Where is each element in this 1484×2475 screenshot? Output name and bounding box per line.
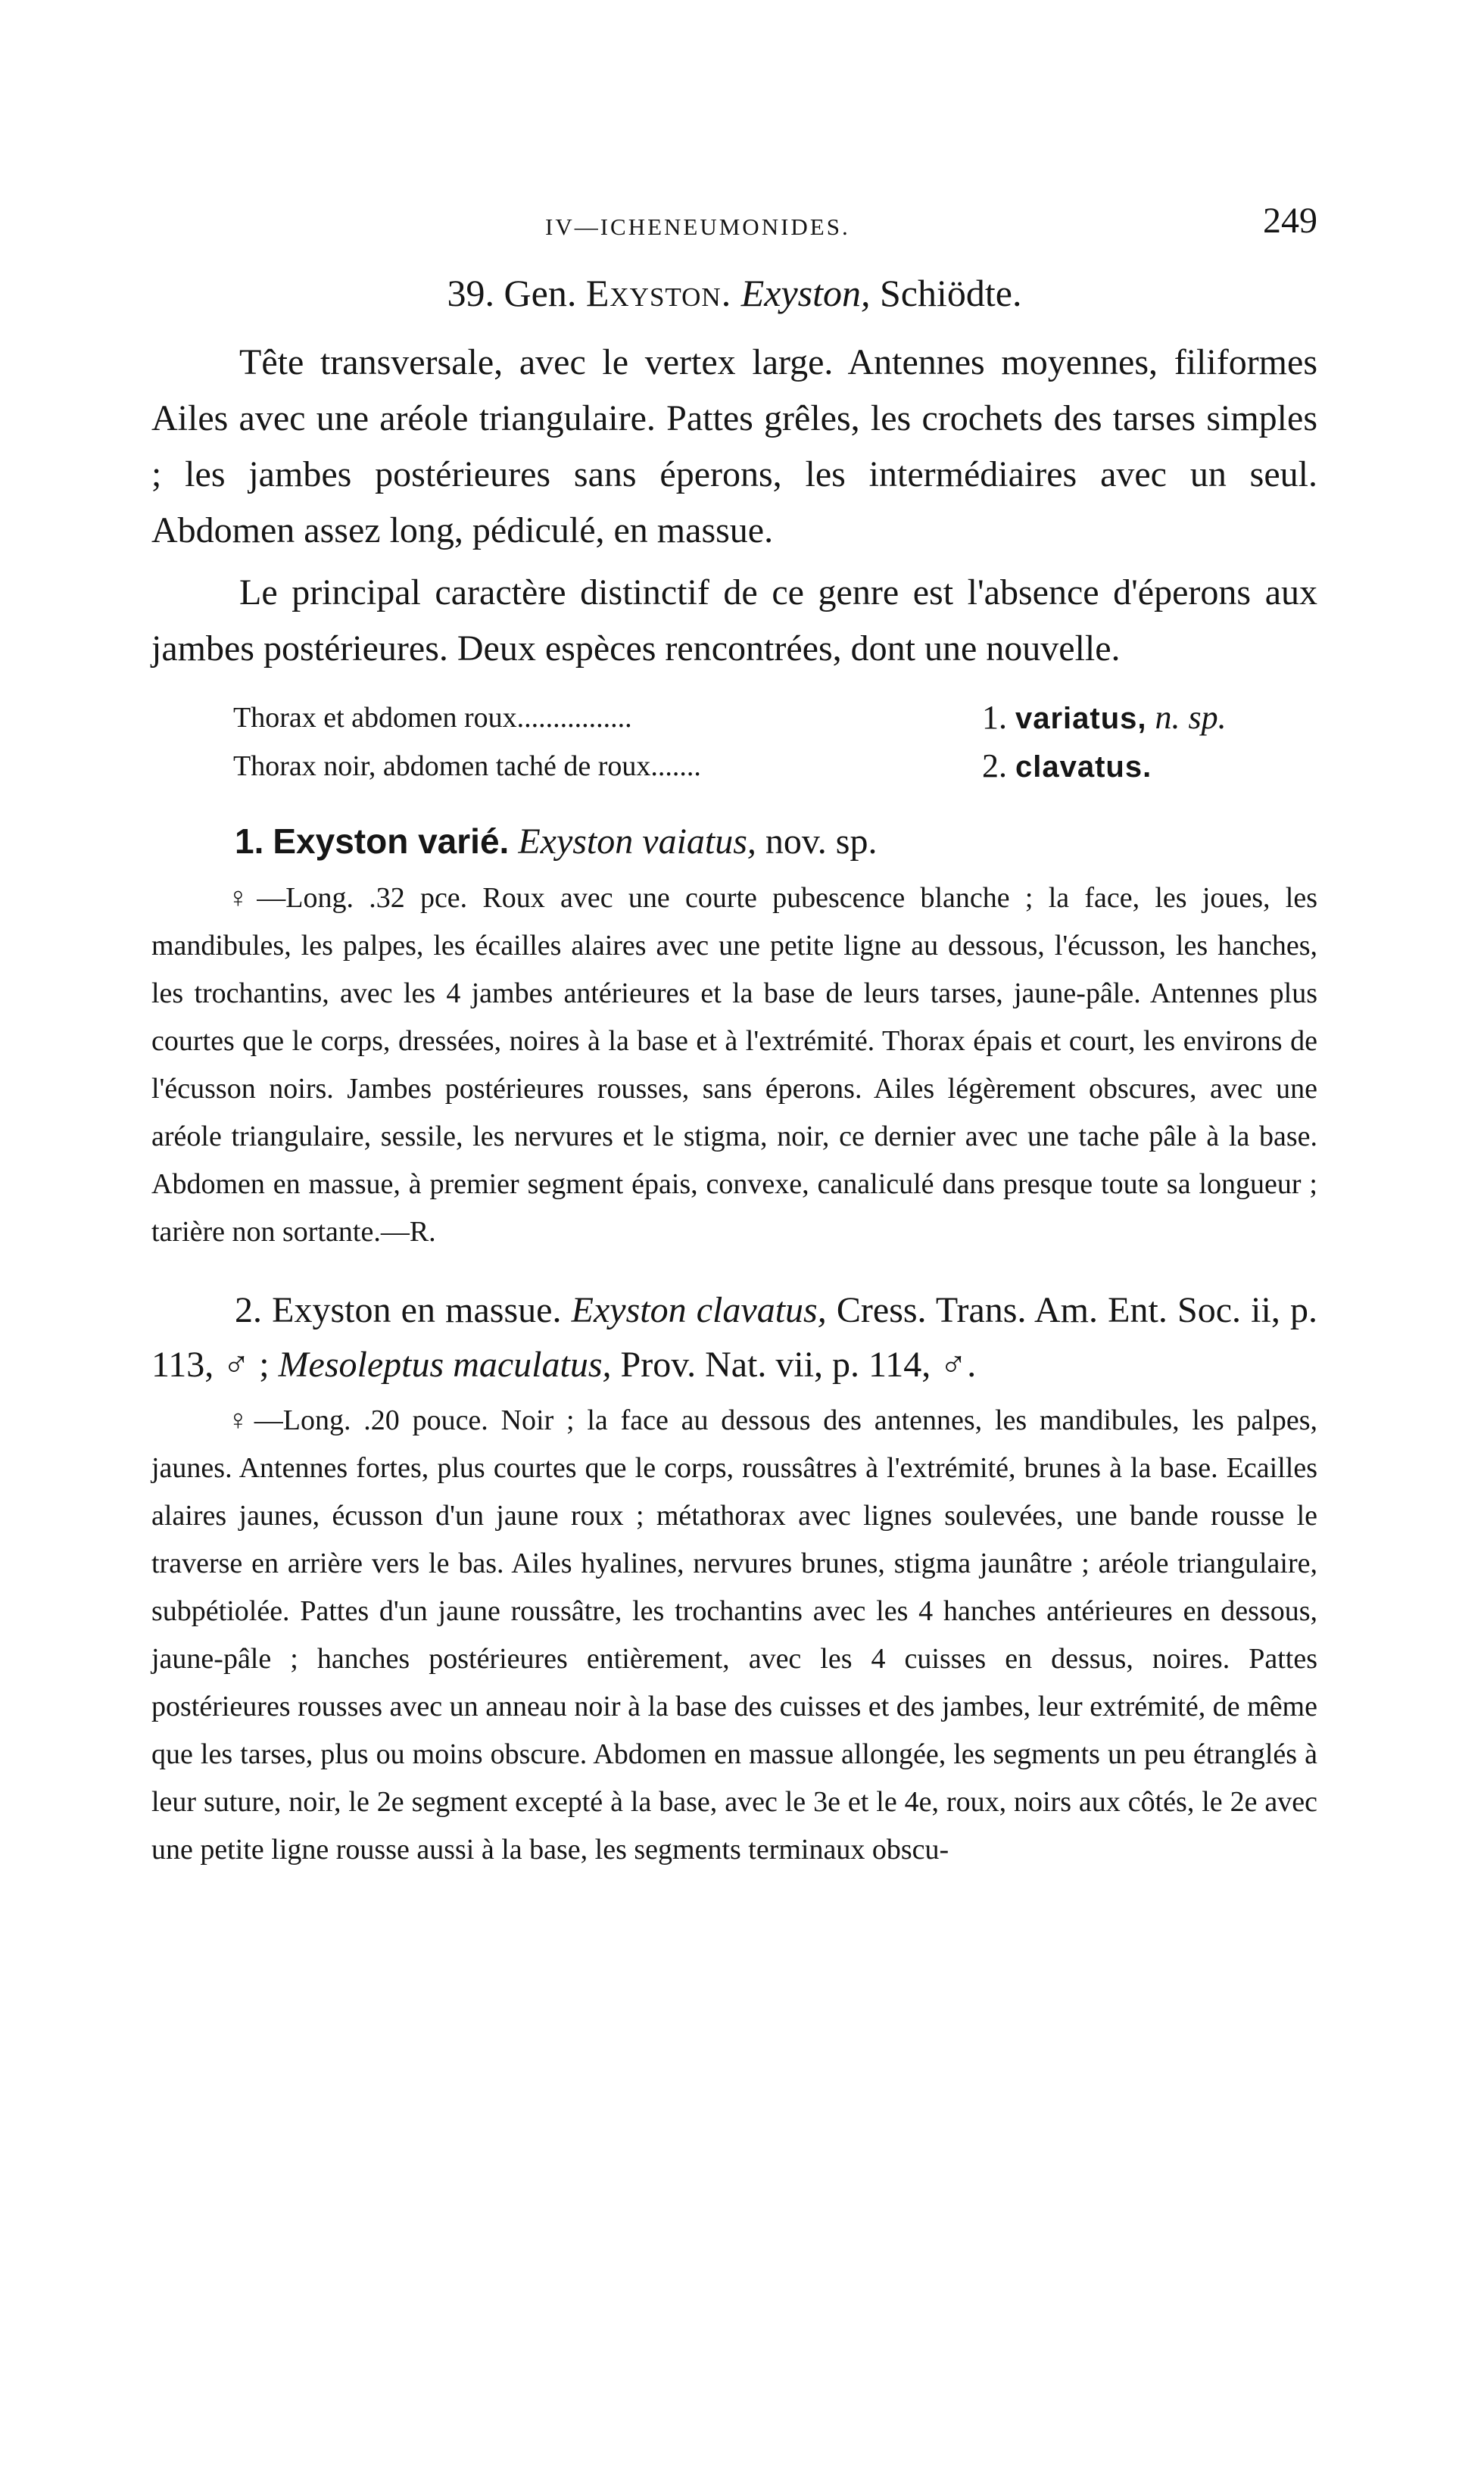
species-author: nov. sp. [765,821,878,862]
genus-number: 39. [447,272,495,314]
species-citation: Trans. Am. Ent. Soc. ii, p. 113, ♂ ; [151,1290,1318,1385]
key-entry-number: 1. [982,699,1007,736]
species-latin-name: Exyston clavatus, [571,1290,827,1330]
species-vernacular-name: Exyston en massue. [272,1290,562,1330]
genus-author: Schiödte. [879,272,1022,314]
page-number: 249 [1263,201,1317,241]
genus-heading [151,271,1317,315]
book-page [151,194,1317,1874]
species-author: Cress. [836,1290,927,1330]
species-latin-name: Exyston vaiatus, [518,821,756,862]
key-entry-text: Thorax et abdomen roux................ [233,702,632,734]
key-entry-choice [982,742,1152,791]
species-vernacular-name: Exyston varié. [273,821,510,861]
genus-gen-label: Gen. [504,272,577,314]
species-number: 2. [235,1290,262,1330]
species-citation: Prov. Nat. vii, p. 114, ♂. [620,1345,977,1385]
key-entry [151,742,1317,790]
key-entry-species: clavatus. [1015,750,1152,784]
genus-name: Exyston. [585,272,732,314]
key-entry-species: variatus, [1015,702,1147,735]
key-entry-note: n. sp. [1155,699,1227,736]
species-description: ♀—Long. .32 pce. Roux avec une courte pubescence blanche ; la face, les joues, les mandibules, les palpes, les écailles alaires avec une petite ligne au dessous, l'écusson, les hanches, les trochantins, avec les 4 jambes antérieures et la base de leurs tarses, jaune-pâle. Antennes plus courtes que le corps, dressées, noires à la base et à l'extrémité. Thorax épais et court, les environs de l'écusson noirs. Jambes postérieures rousses, sans éperons. Ailes légèrement obscures, avec une aréole triangulaire, sessile, les nervures et le stigma, noir, ce dernier avec une tache pâle à la base. Abdomen en massue, à premier segment épais, convexe, canaliculé dans presque toute sa longueur ; tarière non sortante.—R. [151,882,1317,1248]
species-heading [151,813,1317,870]
species-synonym: Mesoleptus maculatus, [278,1345,612,1385]
page-header [151,194,1317,254]
species-number: 1. [235,821,264,861]
genus-remarks: Le principal caractère distinctif de ce genre est l'absence d'éperons aux jambes postérieures. Deux espèces rencontrées, dont une nouvelle. [151,572,1317,669]
species-key [151,694,1317,790]
genus-latin-name: Exyston, [740,272,871,314]
genus-description: Tête transversale, avec le vertex large. Antennes moyennes, filiformes Ailes avec une aréole triangulaire. Pattes grêles, les crochets des tarses simples ; les jambes postérieures sans éperons, les intermédiaires avec un seul. Abdomen assez long, pédiculé, en massue. [151,342,1317,550]
key-entry-number: 2. [982,747,1007,784]
running-head: IV—ICHENEUMONIDES. [545,214,850,240]
species-description: ♀—Long. .20 pouce. Noir ; la face au dessous des antennes, les mandibules, les palpes, jaunes. Antennes fortes, plus courtes que le corps, roussâtres à l'extrémité, brunes à la base. Ecailles alaires jaunes, écusson d'un jaune roux ; métathorax avec lignes soulevées, une bande rousse le traverse en arrière vers le bas. Ailes hyalines, nervures brunes, stigma jaunâtre ; aréole triangulaire, subpétiolée. Pattes d'un jaune roussâtre, les trochantins avec les 4 hanches antérieures en dessous, jaune-pâle ; hanches postérieures entièrement, avec les 4 cuisses en dessus, noires. Pattes postérieures rousses avec un anneau noir à la base des cuisses et des jambes, leur extrémité, de même que les tarses, plus ou moins obscure. Abdomen en massue allongée, les segments un peu étranglés à leur suture, noir, le 2e segment excepté à la base, avec le 3e et le 4e, roux, noirs aux côtés, le 2e avec une petite ligne rousse aussi à la base, les segments terminaux obscu- [151,1404,1317,1866]
key-entry-choice [982,694,1227,743]
key-entry [151,694,1317,742]
key-entry-text: Thorax noir, abdomen taché de roux....... [233,750,701,782]
species-heading [151,1283,1317,1392]
